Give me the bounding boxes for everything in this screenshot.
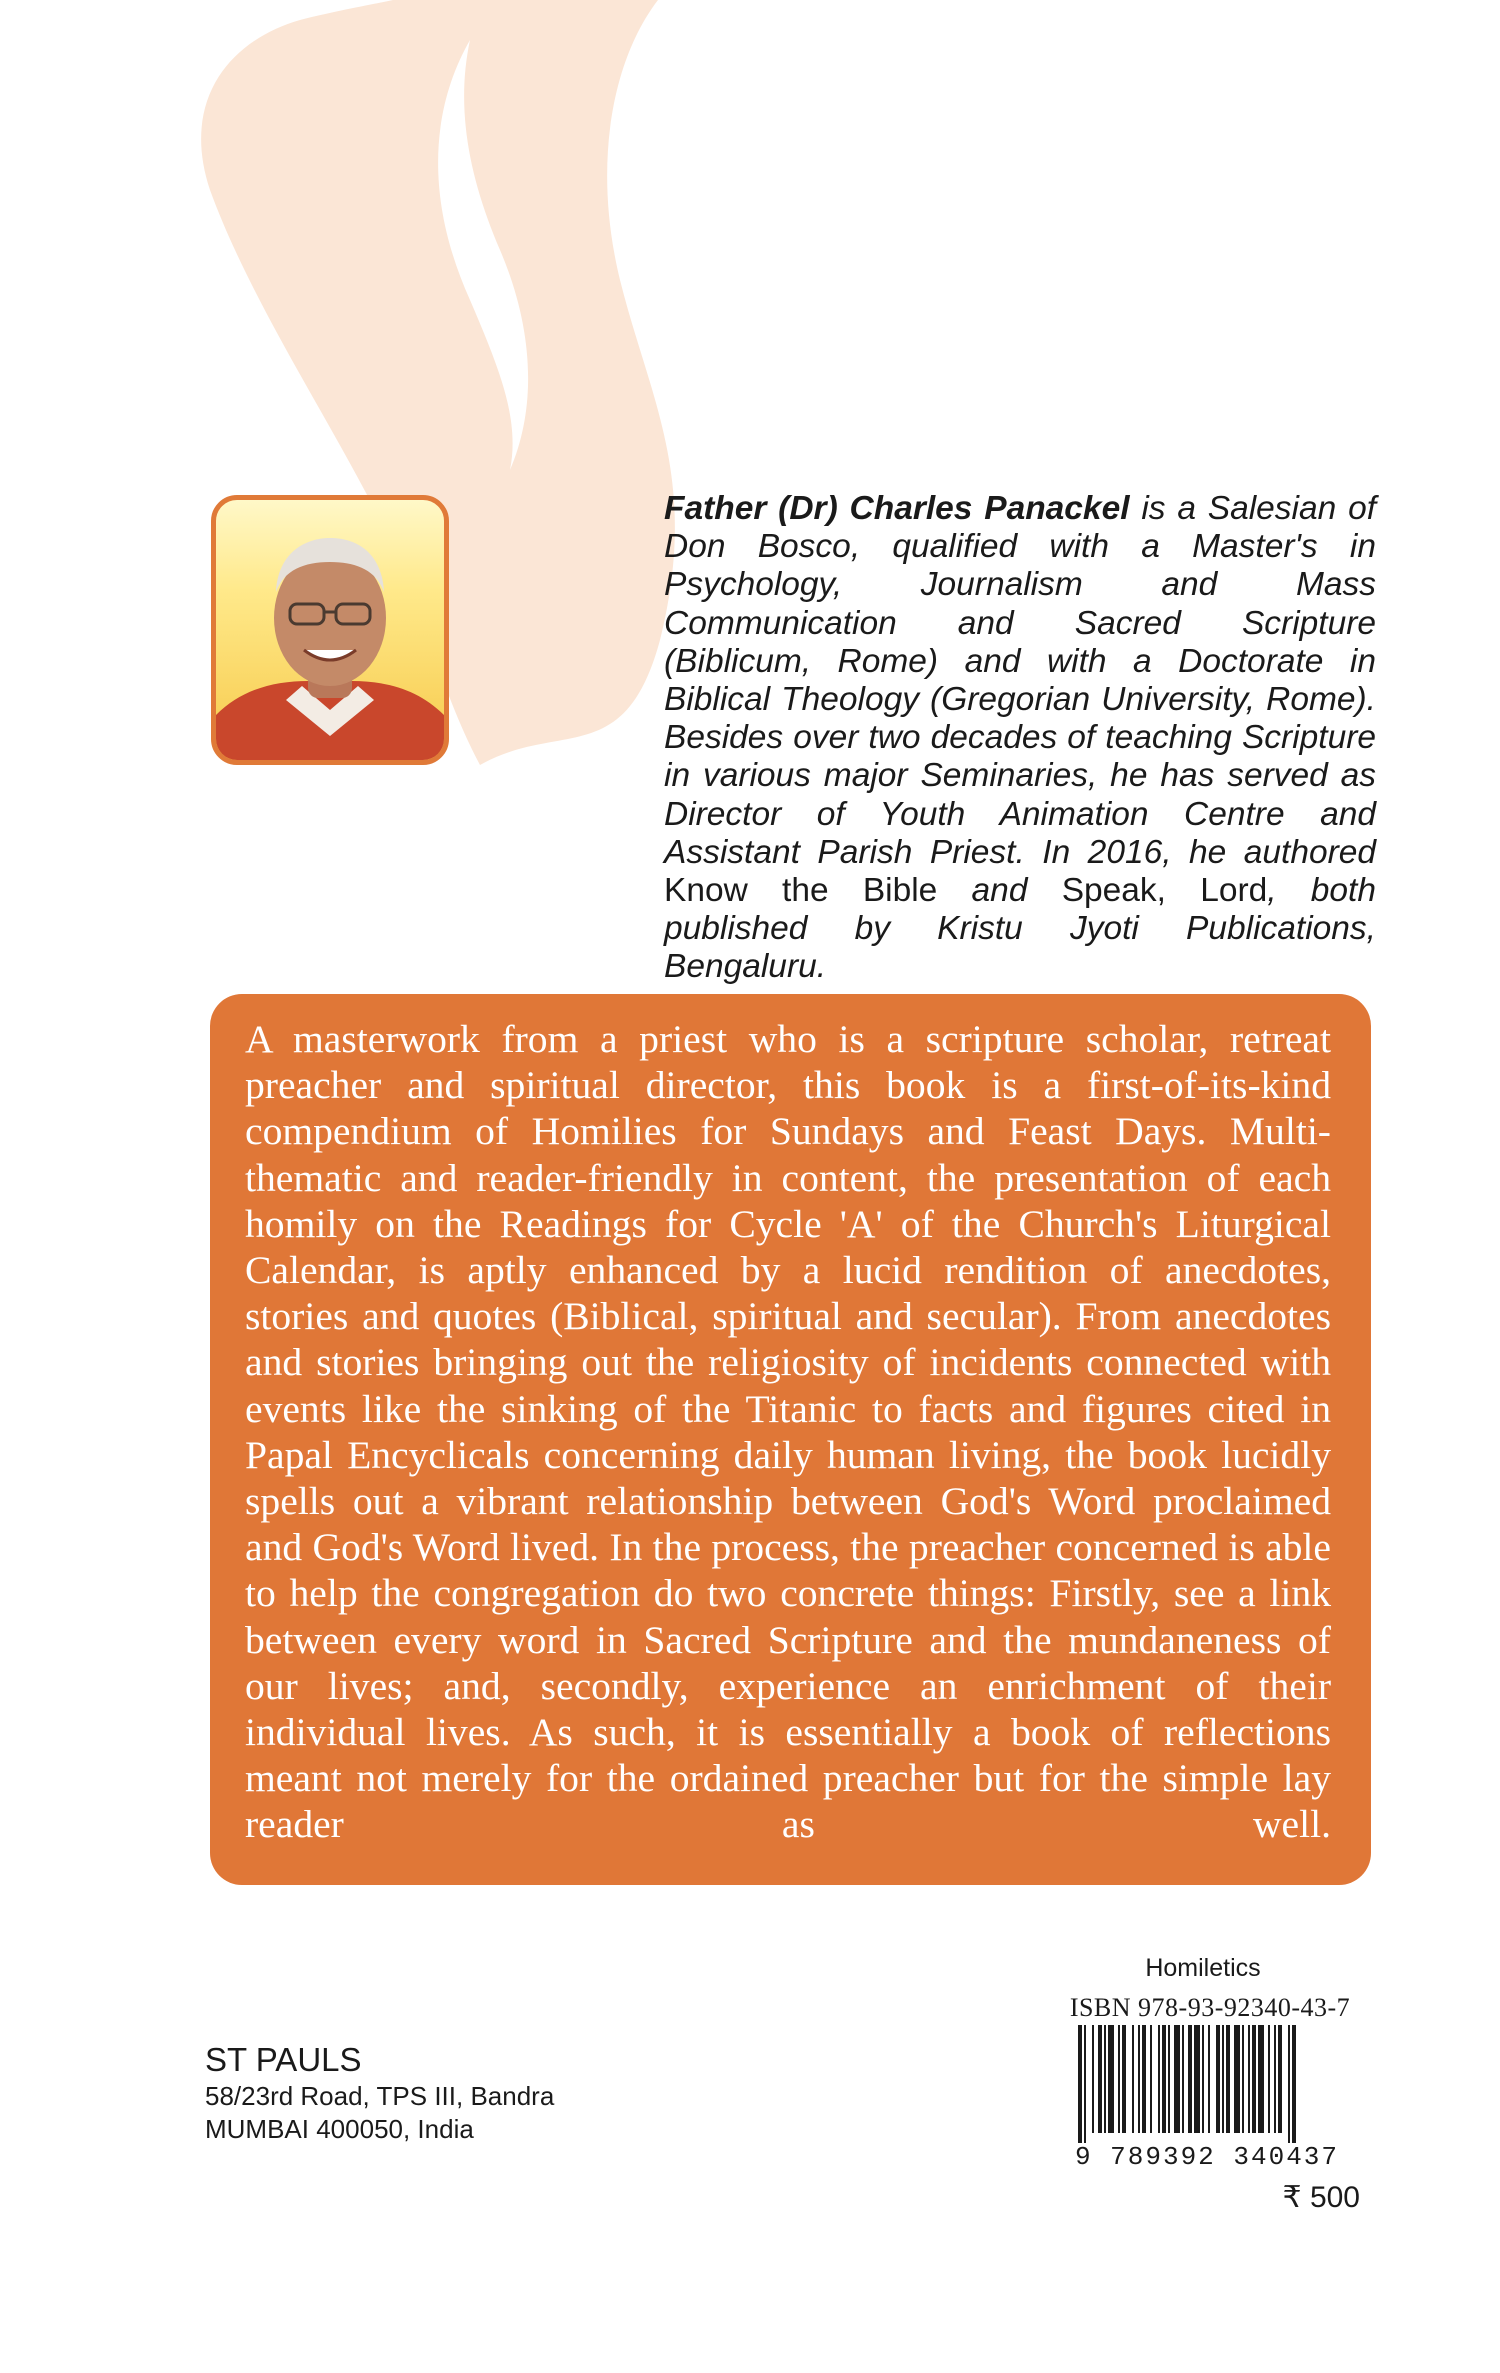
author-name: Father (Dr) Charles Panackel	[664, 490, 1130, 527]
barcode-bar	[1188, 2025, 1192, 2133]
barcode-bar	[1092, 2025, 1094, 2133]
barcode-bar	[1118, 2025, 1120, 2133]
blurb-panel	[210, 994, 1371, 1885]
barcode-bar	[1174, 2025, 1180, 2133]
barcode-bar	[1288, 2025, 1290, 2143]
isbn-label: ISBN 978-93-92340-43-7	[1069, 1993, 1351, 2022]
barcode-bar	[1274, 2025, 1276, 2133]
barcode-bar	[1104, 2025, 1106, 2133]
bio-and: and	[937, 872, 1062, 910]
barcode-bar	[1182, 2025, 1184, 2133]
barcode-bar	[1142, 2025, 1146, 2133]
barcode-bar	[1278, 2025, 1282, 2133]
barcode-bar	[1292, 2025, 1296, 2143]
publisher-name: ST PAULS	[205, 2041, 362, 2078]
barcode-bar	[1268, 2025, 1270, 2133]
price-label: ₹ 500	[1282, 2181, 1360, 2214]
barcode-bar	[1226, 2025, 1230, 2133]
barcode-bar	[1122, 2025, 1126, 2133]
category-label: Homiletics	[1145, 1954, 1261, 1982]
publisher-block	[205, 2040, 554, 2146]
barcode-bar	[1078, 2025, 1082, 2143]
author-bio	[664, 490, 1376, 987]
book-title-2: Speak, Lord	[1061, 872, 1268, 910]
author-portrait-icon	[216, 500, 444, 760]
barcode-bar	[1242, 2025, 1244, 2133]
barcode-bar	[1162, 2025, 1166, 2133]
barcode-bar	[1258, 2025, 1264, 2133]
blurb-text: A masterwork from a priest who is a scripture scholar, retreat preacher and spiritual director, this book is a first-of-its-kind compendium of Homilies for Sundays and Feast Days. Multi-thematic and reader-friendly in content, the presentation of each homily on the Readings for Cycle 'A' of the Church's Liturgical Calendar, is aptly enhanced by a lucid rendition of anecdotes, stories and quotes (Biblical, spiritual and secular). From anecdotes and stories bringing out the religiosity of incidents connected with events like the sinking of the Titanic to facts and figures cited in Papal Encyclicals concerning daily human living, the book lucidly spells out a vibrant relationship between God's Word proclaimed and God's Word lived. In the process, the preacher concerned is able to help the congregation do two concrete things: Firstly, see a link between every word in Sacred Scripture and the mundaneness of our lives; and, secondly, experience an enrichment of their individual lives. As such, it is essentially a book of reflections meant not merely for the ordained preacher but for the simple lay reader as well.	[245, 1017, 1331, 1847]
publisher-address-line1: 58/23rd Road, TPS III, Bandra	[205, 2081, 555, 2111]
barcode-bar	[1234, 2025, 1240, 2133]
barcode-bar	[1208, 2025, 1210, 2133]
bio-end: , both published by Kristu Jyoti Publications, Bengaluru.	[664, 872, 1377, 986]
barcode-bar	[1084, 2025, 1086, 2143]
book-title-1: Know the Bible	[664, 872, 938, 910]
barcode-bar	[1222, 2025, 1224, 2133]
author-photo	[211, 495, 449, 765]
barcode-bar	[1158, 2025, 1160, 2133]
barcode-bar	[1194, 2025, 1200, 2133]
barcode-bar	[1216, 2025, 1220, 2133]
barcode-icon	[1078, 2025, 1356, 2143]
barcode-bar	[1248, 2025, 1250, 2133]
barcode-bar	[1252, 2025, 1256, 2133]
barcode-bar	[1138, 2025, 1140, 2133]
bio-text: is a Salesian of Don Bosco, qualified with a Master's in Psychology, Journalism and Mass Communication and Sacred Scripture (Biblicum, Rome) and with a Doctorate in Biblical Theology (Gregorian University, Rome). Besides over two decades of teaching Scripture in various major Seminaries, he has served as Director of Youth Animation Centre and Assistant Parish Priest. In 2016, he authored	[664, 490, 1377, 871]
barcode-bar	[1150, 2025, 1152, 2133]
barcode-bar	[1098, 2025, 1102, 2133]
barcode-bar	[1108, 2025, 1114, 2133]
barcode-bar	[1132, 2025, 1134, 2133]
barcode-bar	[1202, 2025, 1204, 2133]
publisher-address-line2: MUMBAI 400050, India	[205, 2114, 474, 2144]
barcode-digits: 9 789392 340437	[1074, 2142, 1340, 2172]
barcode-bar	[1168, 2025, 1170, 2133]
